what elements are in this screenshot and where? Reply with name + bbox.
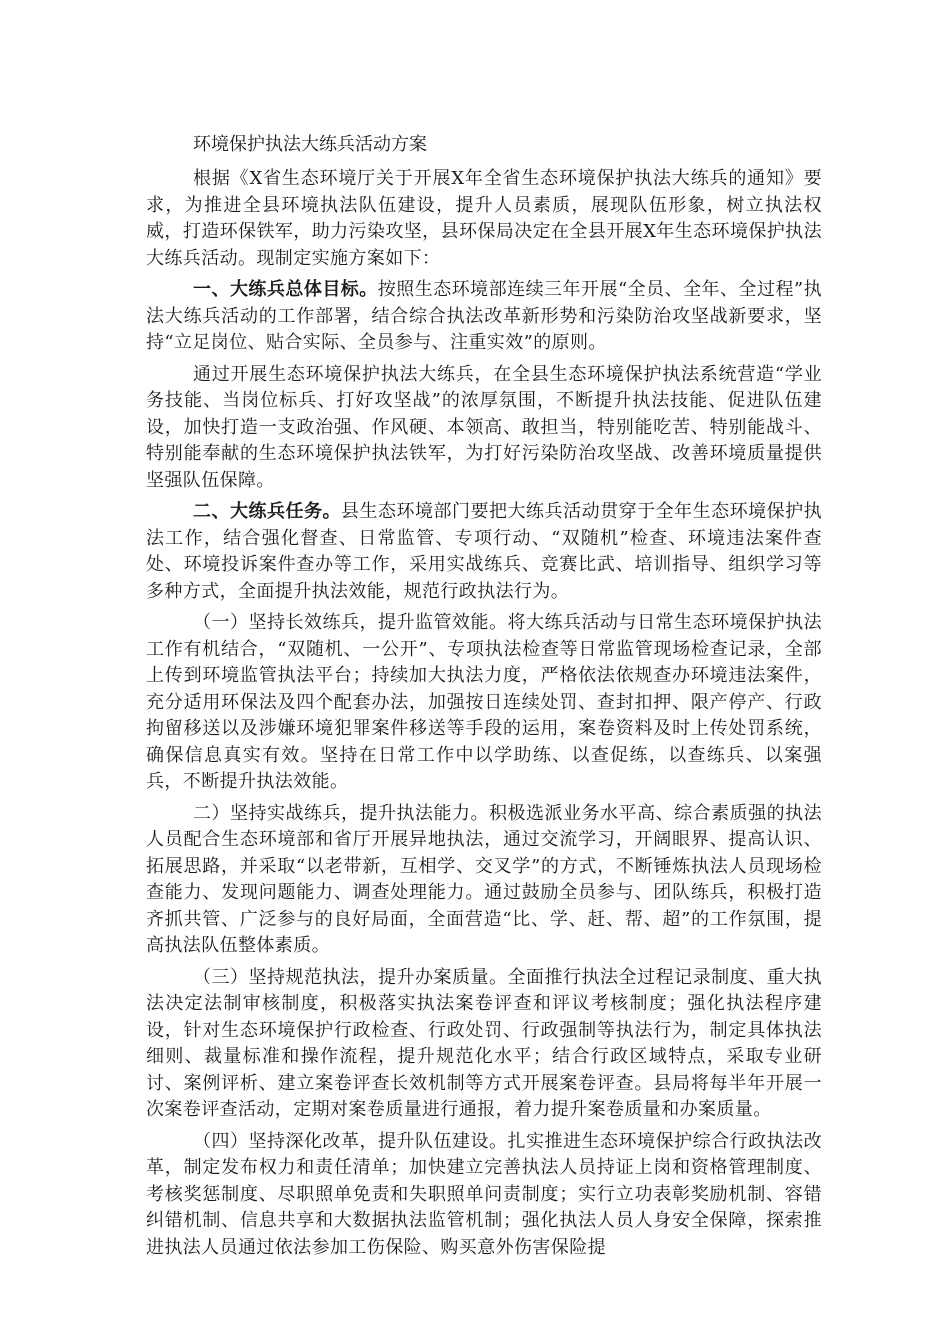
- section-2-paragraph: [146, 499, 822, 605]
- task-item-1: （一）坚持长效练兵，提升监管效能。将大练兵活动与日常生态环境保护执法工作有机结合，“双随机、一公开”、专项执法检查等日常监管现场检查记录，全部上传到环境监管执法平台；持续加大执法力度，严格依法依规查办环境违法案件，充分适用环保法及四个配套办法，加强按日连续处罚、查封扣押、限产停产、行政拘留移送以及涉嫌环境犯罪案件移送等手段的运用，案卷资料及时上传处罚系统，确保信息真实有效。坚持在日常工作中以学助练、以查促练，以查练兵、以案强兵，不断提升执法效能。: [146, 612, 822, 792]
- section-1-text: 按照生态环境部连续三年开展“全员、全年、全过程”执法大练兵活动的工作部署，结合综合执法改革新形势和污染防治攻坚战新要求，坚持“立足岗位、贴合实际、全员参与、注重实效”的原则。: [146, 279, 822, 353]
- task-item-3: （三）坚持规范执法，提升办案质量。全面推行执法全过程记录制度、重大执法决定法制审核制度，积极落实执法案卷评查和评议考核制度；强化执法程序建设，针对生态环境保护行政检查、行政处罚、行政强制等执法行为，制定具体执法细则、裁量标准和操作流程，提升规范化水平；结合行政区域特点，采取专业研讨、案例评析、建立案卷评查长效机制等方式开展案卷评查。县局将每半年开展一次案卷评查活动，定期对案卷质量进行通报，着力提升案卷质量和办案质量。: [146, 966, 822, 1120]
- task-item-2: 二）坚持实战练兵，提升执法能力。积极选派业务水平高、综合素质强的执法人员配合生态环境部和省厅开展异地执法，通过交流学习，开阔眼界、提高认识、拓展思路，并采取“以老带新，互相学、交叉学”的方式，不断锤炼执法人员现场检查能力、发现问题能力、调查处理能力。通过鼓励全员参与、团队练兵，积极打造齐抓共管、广泛参与的良好局面，全面营造“比、学、赶、帮、超”的工作氛围，提高执法队伍整体素质。: [146, 802, 822, 956]
- section-2-heading: 二、大练兵任务。: [193, 501, 342, 522]
- goal-detail-paragraph: 通过开展生态环境保护执法大练兵，在全县生态环境保护执法系统营造“学业务技能、当岗位标兵、打好攻坚战”的浓厚氛围，不断提升执法技能、促进队伍建设，加快打造一支政治强、作风硬、本领高、敢担当，特别能吃苦、特别能战斗、特别能奉献的生态环境保护执法铁军，为打好污染防治攻坚战、改善环境质量提供坚强队伍保障。: [146, 363, 822, 491]
- section-1-heading: 一、大练兵总体目标。: [193, 279, 378, 300]
- document-page: [146, 128, 822, 1266]
- intro-paragraph: 根据《X省生态环境厅关于开展X年全省生态环境保护执法大练兵的通知》要求，为推进全县环境执法队伍建设，提升人员素质，展现队伍形象，树立执法权威，打造环保铁军，助力污染攻坚，县环保局决定在全县开展X年生态环境保护执法大练兵活动。现制定实施方案如下：: [146, 168, 822, 269]
- section-1-paragraph: [146, 277, 822, 357]
- task-item-4: （四）坚持深化改革，提升队伍建设。扎实推进生态环境保护综合行政执法改革，制定发布权力和责任清单；加快建立完善执法人员持证上岗和资格管理制度、考核奖惩制度、尽职照单免责和失职照单问责制度；实行立功表彰奖励机制、容错纠错机制、信息共享和大数据执法监管机制；强化执法人员人身安全保障，探索推进执法人员通过依法参加工伤保险、购买意外伤害保险提: [146, 1130, 822, 1258]
- section-2-text: 县生态环境部门要把大练兵活动贯穿于全年生态环境保护执法工作，结合强化督查、日常监管、专项行动、“双随机”检查、环境违法案件查处、环境投诉案件查办等工作，采用实战练兵、竞赛比武、培训指导、组织学习等多种方式，全面提升执法效能，规范行政执法行为。: [146, 501, 822, 602]
- document-title: 环境保护执法大练兵活动方案: [193, 134, 427, 155]
